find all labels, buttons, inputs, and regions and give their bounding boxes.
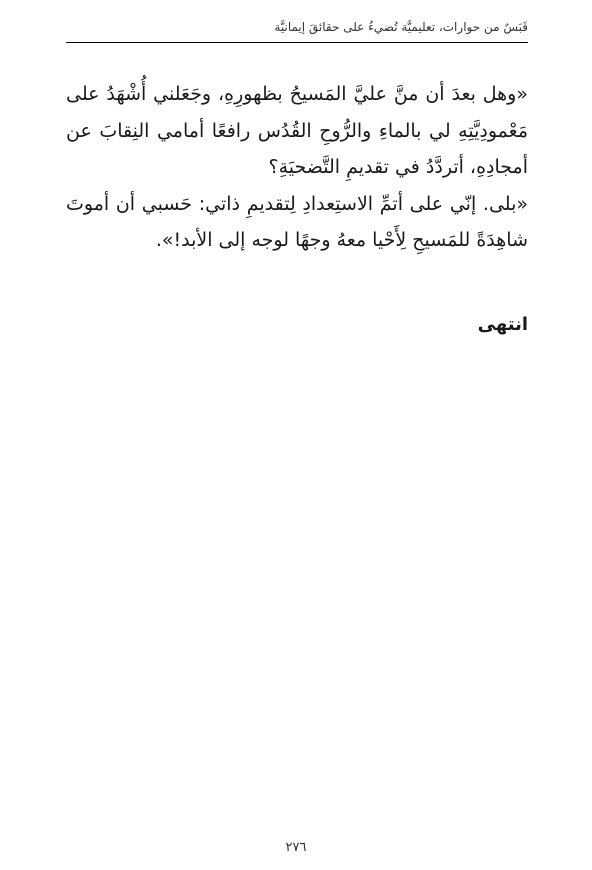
- main-text: [66, 76, 528, 259]
- end-marker: انتهى: [477, 314, 528, 335]
- header-divider: [66, 42, 528, 43]
- paragraph-question: «وهل بعدَ أن منَّ عليَّ المَسيحُ بظهورِهِ، وجَعَلني أُشْهَدُ على مَعْمودِيَّتِهِ لي بالماءِ والرُّوحِ القُدُس رافعًا أمامي النِقابَ عن أمجادِهِ، أتردَّدُ في تقديمِ التَّضحيَةِ؟: [66, 83, 528, 178]
- running-head-title: قَبَسٌ من حوارات، تعليميَّة تُضيءُ على حقائقَ إيمانيَّة: [274, 20, 528, 34]
- paragraph-answer: «بلى. إنّي على أتمِّ الاستِعدادِ لِتقديمِ ذاتي: حَسبي أن أموتَ شاهِدَةً للمَسيحِ لِأَحْيا معهُ وجهًا لوجه إلى الأبد!».: [66, 192, 528, 251]
- page-number: ٢٧٦: [285, 840, 307, 855]
